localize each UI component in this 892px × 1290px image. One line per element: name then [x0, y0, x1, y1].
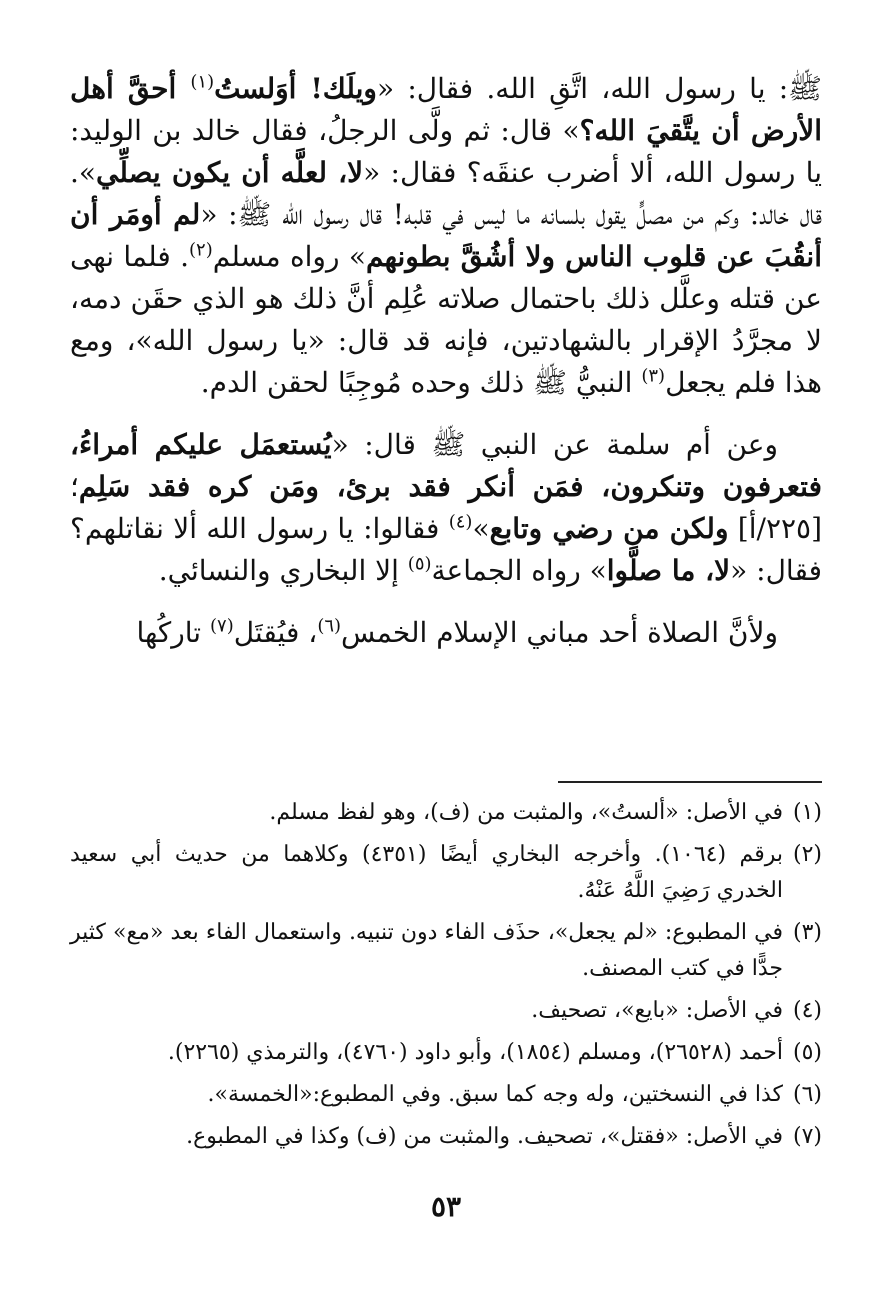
- text-span: ». قال خالد: وكم من مصلٍّ يقول بلسانه ما ليس في قلبه! قال رسول الله ﷺ: «: [70, 156, 822, 231]
- text-span: ، فيُقتَل: [233, 616, 318, 649]
- footnote-ref-7[interactable]: (٧): [209, 615, 234, 637]
- text-span: » رواه الجماعة: [431, 554, 607, 587]
- footnote-ref-3[interactable]: (٣): [641, 365, 666, 387]
- footnote-item: [70, 915, 822, 987]
- paragraph-1: [70, 68, 822, 404]
- footnote-item: [70, 1035, 822, 1071]
- footnote-item: [70, 837, 822, 909]
- text-span: النبيُّ ﷺ ذلك وحده مُوجِبًا لحقن الدم.: [200, 366, 642, 399]
- text-span: تاركُها: [136, 616, 210, 649]
- footnote-item: [70, 1077, 822, 1113]
- footnote-divider: [558, 781, 822, 783]
- footnote-text: كذا في النسختين، وله وجه كما سبق. وفي المطبوع:«الخمسة».: [207, 1082, 783, 1107]
- hadith-bold-text: ولكن من رضي وتابع: [489, 512, 729, 545]
- paragraph-2: [70, 424, 822, 592]
- hadith-bold-text: لم أومَر أن أنقُبَ عن قلوب الناس ولا أشُقَّ بطونهم: [70, 198, 822, 273]
- hadith-bold-text: يُستعمَل عليكم أمراءُ، فتعرفون وتنكرون، فمَن أنكر فقد برئ، ومَن كره فقد سَلِم: [70, 428, 822, 503]
- paragraph-3: [70, 612, 822, 654]
- page-number: ٥٣: [430, 1190, 462, 1223]
- text-span: ﷺ: يا رسول الله، اتَّقِ الله. فقال: «: [376, 72, 822, 105]
- text-span: ؛ [٢٢٥/أ]: [70, 470, 823, 545]
- footnote-text: في الأصل: «فقتل»، تصحيف. والمثبت من (ف) وكذا في المطبوع.: [186, 1124, 783, 1149]
- footnote-text: في الأصل: «ألستُ»، والمثبت من (ف)، وهو لفظ مسلم.: [269, 800, 783, 825]
- footnote-text: برقم (١٠٦٤). وأخرجه البخاري أيضًا (٤٣٥١) وكلاهما من حديث أبي سعيد الخدري رَضِيَ اللَّهُ عَنْهُ.: [70, 842, 783, 903]
- footnote-item: [70, 993, 822, 1029]
- footnote-text: في المطبوع: «لم يجعل»، حذَف الفاء دون تنبيه. واستعمال الفاء بعد «مع» كثير جدًّا في كتب المصنف.: [70, 920, 783, 981]
- hadith-bold-text: ويلَك! أوَلستُ: [214, 72, 377, 105]
- footnotes: [70, 795, 822, 1161]
- footnote-text: أحمد (٢٦٥٢٨)، ومسلم (١٨٥٤)، وأبو داود (٤٧٦٠)، والترمذي (٢٢٦٥).: [167, 1040, 783, 1065]
- hadith-bold-text: لا، لعلَّه أن يكون يصلِّي: [96, 156, 364, 189]
- footnote-number: (٣): [792, 920, 822, 945]
- footnote-ref-2[interactable]: (٢): [189, 239, 213, 261]
- footnote-number: (٥): [792, 1040, 822, 1065]
- text-span: فقالوا: يا رسول الله ألا نقاتلهم؟ فقال: «: [70, 512, 822, 587]
- footnote-number: (٦): [792, 1082, 822, 1107]
- text-span: . فلما نهى عن قتله وعلَّل ذلك باحتمال صلاته عُلِم أنَّ ذلك هو الذي حقَن دمه، لا مجرَّدُ الإقرار بالشهادتين، فإنه قد قال: «يا رسول الله»، ومع هذا فلم يجعل: [70, 240, 822, 399]
- footnote-ref-5[interactable]: (٥): [407, 553, 432, 575]
- footnote-item: [70, 1119, 822, 1155]
- footnote-number: (١): [792, 800, 822, 825]
- text-span: »: [472, 512, 490, 545]
- footnote-number: (٤): [792, 998, 822, 1023]
- text-span: » رواه مسلم: [212, 240, 366, 273]
- main-text: [70, 68, 822, 674]
- text-span: وعن أم سلمة عن النبي ﷺ قال: «: [331, 428, 779, 461]
- footnote-ref-6[interactable]: (٦): [317, 615, 342, 637]
- footnote-number: (٢): [792, 842, 822, 867]
- text-span: إلا البخاري والنسائي.: [158, 554, 408, 587]
- footnote-item: [70, 795, 822, 831]
- footnote-ref-1[interactable]: (١): [190, 71, 215, 93]
- footnote-number: (٧): [792, 1124, 822, 1149]
- hadith-bold-text: لا، ما صلَّوا: [606, 554, 731, 587]
- footnote-text: في الأصل: «بايع»، تصحيف.: [531, 998, 783, 1023]
- text-span: » قال: ثم ولَّى الرجلُ، فقال خالد بن الوليد: يا رسول الله، ألا أضرب عنقَه؟ فقال: «: [70, 114, 823, 189]
- hadith-bold-text: أحقَّ أهل الأرض أن يتَّقيَ الله؟: [70, 72, 822, 147]
- footnote-ref-4[interactable]: (٤): [448, 511, 473, 533]
- text-span: ولأنَّ الصلاة أحد مباني الإسلام الخمس: [341, 616, 778, 649]
